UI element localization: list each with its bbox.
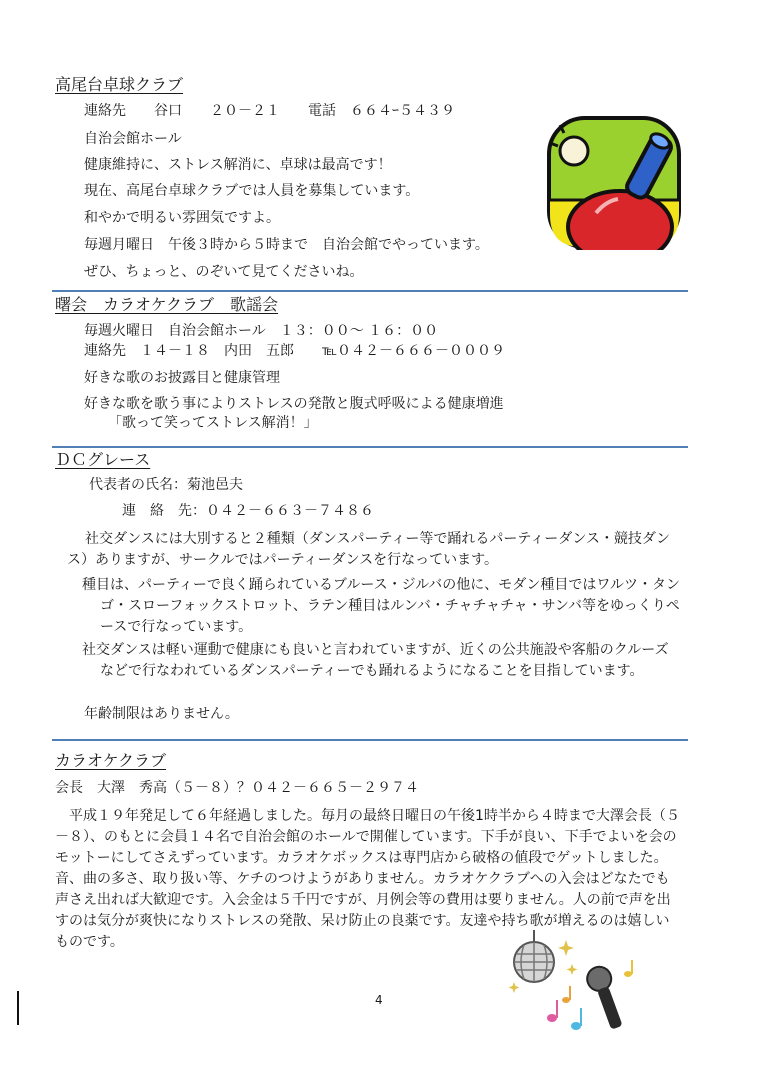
dc-contact: 連 絡 先：０４２－６６３－７４８６ xyxy=(122,503,374,519)
tt-line-mood: 和やかで明るい雰囲気ですよ。 xyxy=(84,210,280,226)
section-title-kayokai: 曙会 カラオケクラブ 歌謡会 xyxy=(55,295,279,314)
tt-line-health: 健康維持に、ストレス解消に、卓球は最高です！ xyxy=(84,157,392,173)
tt-line-invite: ぜひ、ちょっと、のぞいて見てくださいね。 xyxy=(84,264,364,280)
section-divider xyxy=(52,446,688,448)
dc-age-limit: 年齢制限はありません。 xyxy=(84,706,239,722)
section-title-karaoke: カラオケクラブ xyxy=(55,751,167,770)
kayo-line-purpose: 好きな歌のお披露目と健康管理 xyxy=(84,370,280,386)
karaoke-paragraph: 平成１９年発足して６年経過しました。毎月の最終日曜日の午後1時半から４時まで大澤会長（５－８）、のもとに会員１４名で自治会館のホールで開催しています。下手が良い、下手でよいを会のモットーにしてさえずっています。カラオケボックスは専門店から破格の値段でゲットしました。音、曲の多さ、取り扱い等、ケチのつけようがありません。カラオケクラブへの入会はどなたでも声さえ出れば大歓迎です。入会金は５千円ですが、月例会等の費用は要りません。人の前で声を出すのは気分が爽快になりストレスの発散、呆け防止の良薬です。友達や持ち歌が増えるのは嬉しいものです。 xyxy=(55,808,680,950)
dc-paragraph-events: 種目は、パーティーで良く踊られているブルース・ジルバの他に、モダン種目ではワルツ・タンゴ・スローフォックストロット、ラテン種目はルンバ・チャチャチャ・サンバ等をゆっくりペースで行なっています。 xyxy=(82,577,681,635)
kayo-line-contact: 連絡先 １４－１８ 内田 五郎 ℡０４２－６６６－０００９ xyxy=(84,343,506,359)
dc-representative: 代表者の氏名：菊池邑夫 xyxy=(89,477,243,493)
tt-line-venue: 自治会館ホール xyxy=(84,131,182,147)
dc-paragraph-goal: 社交ダンスは軽い運動で健康にも良いと言われていますが、近くの公共施設や客船のクルーズなどで行なわれているダンスパーティーでも踊れるようになることを目指しています。 xyxy=(82,642,669,679)
section-divider xyxy=(52,290,688,292)
tt-line-schedule: 毎週月曜日 午後３時から５時まで 自治会館でやっています。 xyxy=(84,237,489,253)
margin-bar xyxy=(17,991,19,1025)
kayo-line-slogan: 「歌って笑ってストレス解消！」 xyxy=(108,415,318,431)
tt-line-contact: 連絡先 谷口 ２０－２１ 電話 ６６４ｰ５４３９ xyxy=(84,103,455,119)
kayo-line-schedule: 毎週火曜日 自治会館ホール １３：００～ １６：００ xyxy=(84,323,439,339)
tt-line-recruit: 現在、高尾台卓球クラブでは人員を募集しています。 xyxy=(84,183,420,199)
karaoke-president-line: 会長 大澤 秀高（５－８）？０４２－６６５－２９７４ xyxy=(55,780,419,796)
disco-ball-microphone-icon xyxy=(506,930,646,1040)
dc-paragraph-types: 社交ダンスには大別すると２種類（ダンスパーティー等で踊れるパーティーダンス・競技ダンス）ありますが、サークルではパーティーダンスを行なっています。 xyxy=(67,531,671,568)
section-divider xyxy=(52,739,688,741)
section-title-dc-grace: ＤＣグレース xyxy=(55,450,151,469)
page-number: 4 xyxy=(375,993,383,1007)
section-title-table-tennis: 高尾台卓球クラブ xyxy=(55,75,184,94)
ping-pong-paddle-icon xyxy=(546,115,682,250)
kayo-line-benefit: 好きな歌を歌う事によりストレスの発散と腹式呼吸による健康増進 xyxy=(84,396,504,412)
